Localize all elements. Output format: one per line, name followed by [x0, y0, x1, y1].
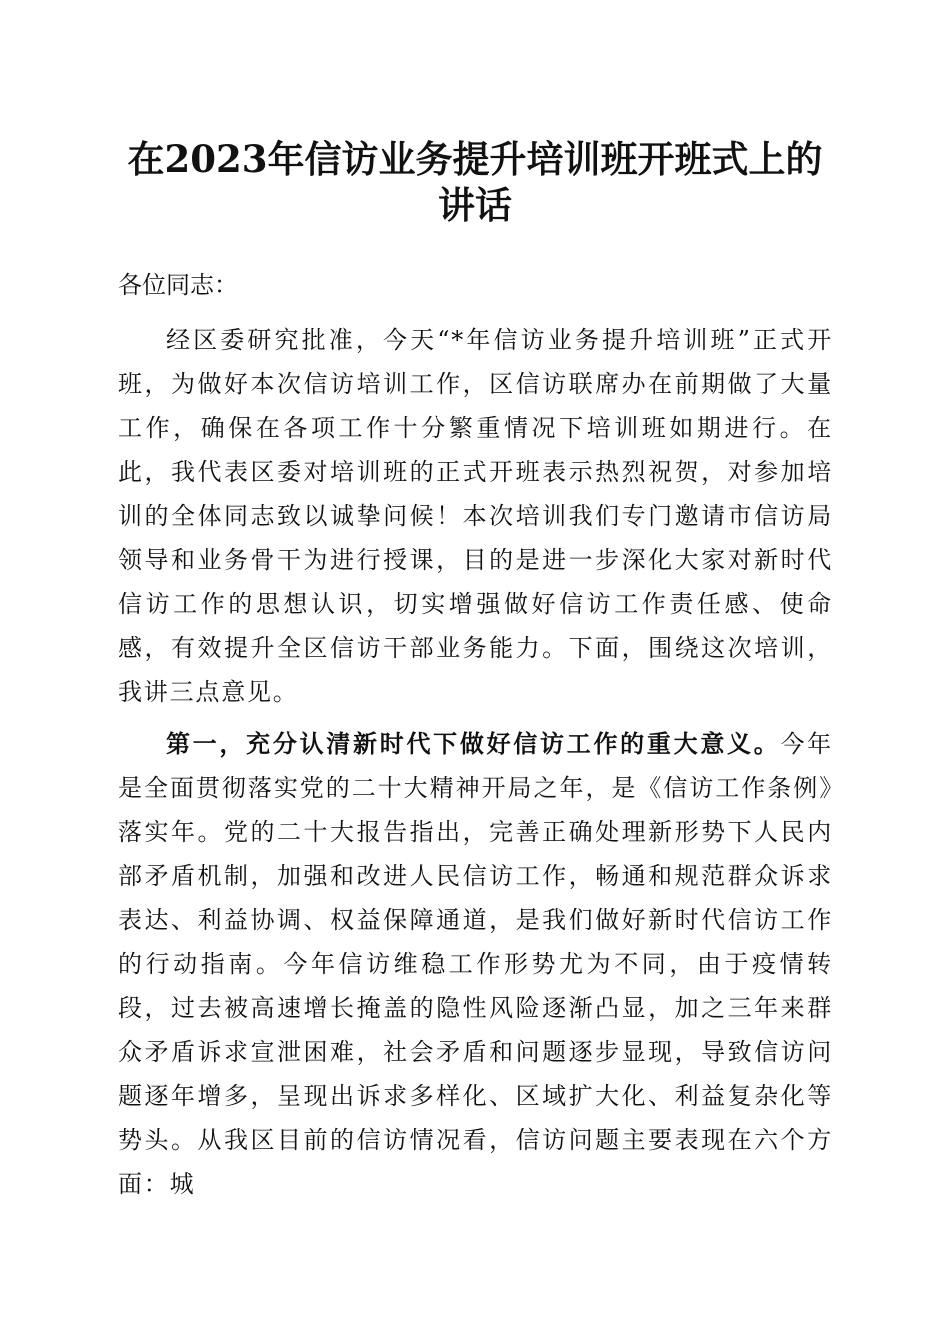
paragraph-point-one — [118, 722, 833, 1206]
salutation: 各位同志： — [118, 271, 238, 299]
paragraph-opening — [118, 318, 833, 714]
document-title: 在2023年信访业务提升培训班开班式上的讲话 — [127, 137, 823, 227]
paragraph-text: 今年是全面贯彻落实党的二十大精神开局之年，是《信访工作条例》落实年。党的二十大报告指出，完善正确处理新形势下人民内部矛盾机制，加强和改进人民信访工作，畅通和规范群众诉求表达、利益协调、权益保障通道，是我们做好新时代信访工作的行动指南。今年信访维稳工作形势尤为不同，由于疫情转段，过去被高速增长掩盖的隐性风险逐渐凸显，加之三年来群众矛盾诉求宣泄困难，社会矛盾和问题逐步显现，导致信访问题逐年增多，呈现出诉求多样化、区域扩大化、利益复杂化等势头。从我区目前的信访情况看，信访问题主要表现在六个方面：城 — [118, 730, 833, 1198]
paragraph-lead-heading: 第一，充分认清新时代下做好信访工作的重大意义。 — [166, 729, 781, 758]
paragraph-text: 经区委研究批准，今天“*年信访业务提升培训班”正式开班，为做好本次信访培训工作，区信访联席办在前期做了大量工作，确保在各项工作十分繁重情况下培训班如期进行。在此，我代表区委对培训班的正式开班表示热烈祝贺，对参加培训的全体同志致以诚挚问候！本次培训我们专门邀请市信访局领导和业务骨干为进行授课，目的是进一步深化大家对新时代信访工作的思想认识，切实增强做好信访工作责任感、使命感，有效提升全区信访干部业务能力。下面，围绕这次培训，我讲三点意见。 — [118, 326, 833, 706]
